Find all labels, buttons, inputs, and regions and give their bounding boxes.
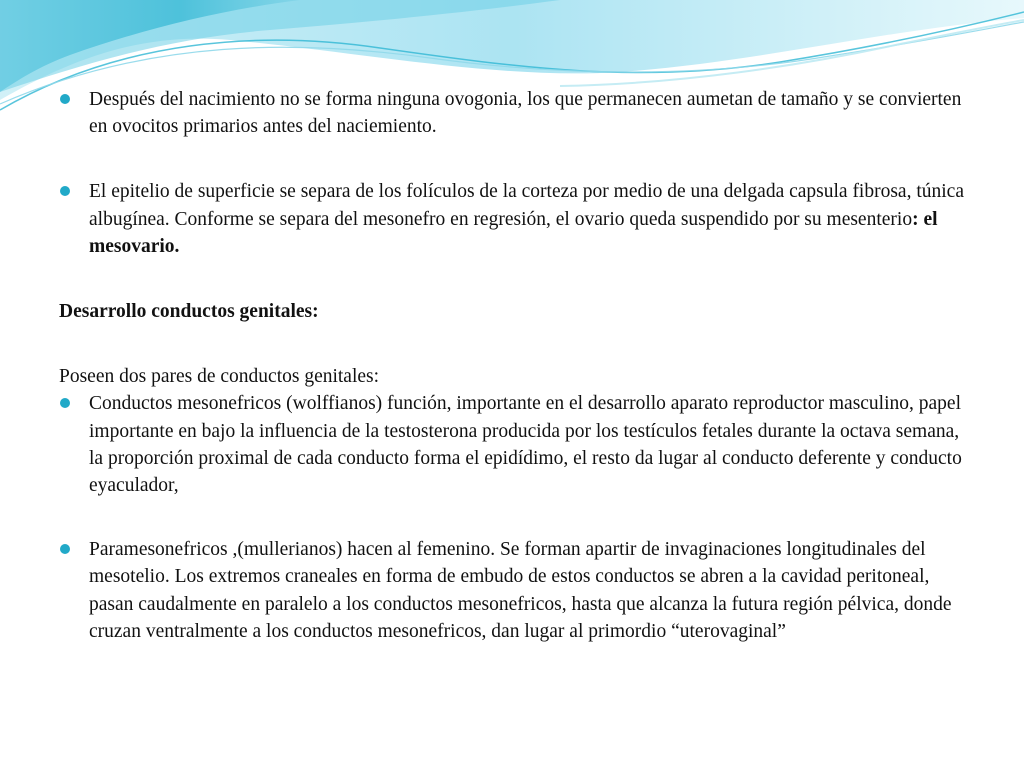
- bullet-dot-icon: [60, 94, 70, 104]
- bullet-item-nacimiento: [59, 86, 969, 140]
- spacer: [59, 325, 969, 363]
- bullet-item-paramesonefricos: [59, 536, 969, 645]
- spacer: [59, 140, 969, 178]
- bullet-dot-icon: [60, 186, 70, 196]
- bullet-text: Conductos mesonefricos (wolffianos) función, importante en el desarrollo aparato reproductor masculino, papel importante en bajo la influencia de la testosterona producida por los testículos fetales durante la octava semana, la proporción proximal de cada conducto forma el epidídimo, el resto da lugar al conducto deferente y conducto eyaculador,: [89, 393, 962, 497]
- bullet-text: Paramesonefricos ,(mullerianos) hacen al femenino. Se forman apartir de invaginaciones longitudinales del mesotelio. Los extremos craneales en forma de embudo de estos conductos se abren a la cavidad peritoneal, pasan caudalmente en paralelo a los conductos mesonefricos, hasta que alcanza la futura región pélvica, donde cruzan ventralmente a los conductos mesonefricos, dan lugar al primordio “uterovaginal”: [89, 539, 952, 642]
- bullet-dot-icon: [60, 544, 70, 554]
- bullet-item-epitelio: [59, 178, 969, 260]
- bullet-dot-icon: [60, 398, 70, 408]
- intro-text: Poseen dos pares de conductos genitales:: [59, 366, 380, 388]
- slide-content: [59, 86, 969, 645]
- spacer: [59, 499, 969, 536]
- bullet-text: Después del nacimiento no se forma ninguna ovogonia, los que permanecen aumetan de tamaño y se convierten en ovocitos primarios antes del naciemiento.: [89, 89, 962, 138]
- spacer: [59, 260, 969, 298]
- bullet-item-mesonefricos: [59, 390, 969, 499]
- section-heading: Desarrollo conductos genitales:: [59, 301, 319, 323]
- bullet-text: [89, 178, 969, 260]
- bullet-text-main: El epitelio de superficie se separa de los folículos de la corteza por medio de una delgada capsula fibrosa, túnica albugínea. Conforme se separa del mesonefro en regresión, el ovario queda suspendido por su mesenterio: [89, 181, 964, 230]
- bullet-text-bold: : el mesovario.: [89, 208, 938, 257]
